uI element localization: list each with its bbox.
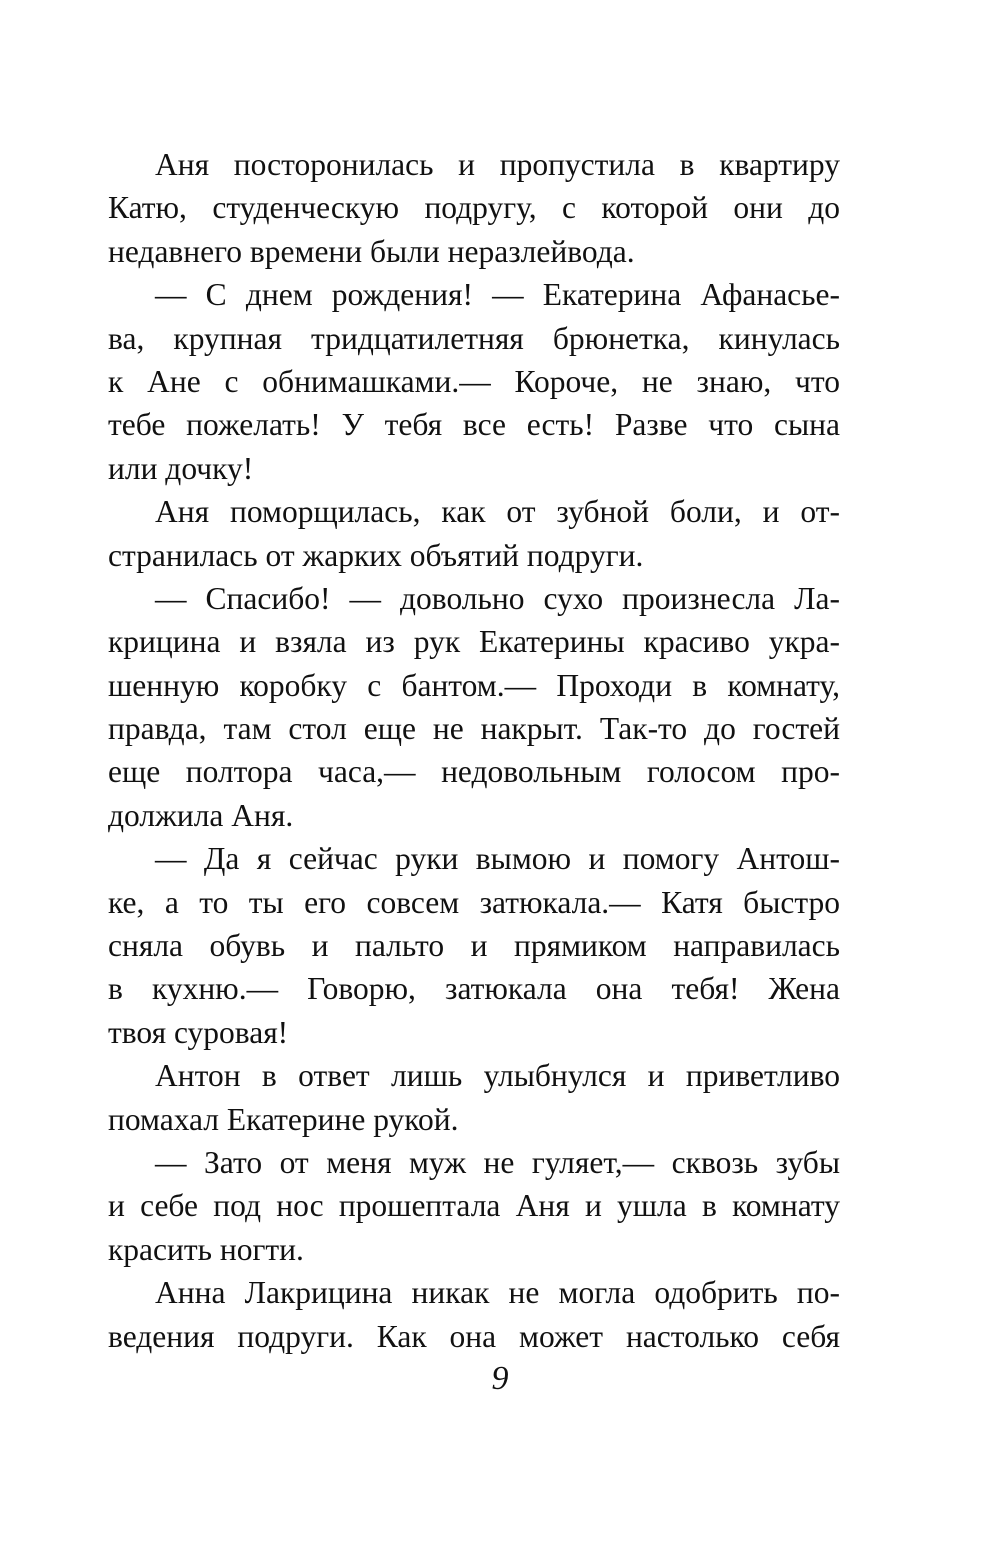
- text-line: Аня поморщилась, как от зубной боли, и от-: [155, 494, 840, 530]
- text-line: ке, а то ты его совсем затюкала.— Катя быстро: [108, 884, 840, 920]
- text-line: шенную коробку с бантом.— Проходи в комнату,: [108, 667, 840, 703]
- page-number: 9: [491, 1360, 509, 1397]
- text-line: — Спасибо! — довольно сухо произнесла Ла-: [155, 580, 840, 616]
- text-line: — Зато от меня муж не гуляет,— сквозь зубы: [155, 1144, 840, 1180]
- text-line: еще полтора часа,— недовольным голосом про-: [108, 754, 840, 790]
- text-line: или дочку!: [108, 450, 254, 486]
- text-line: ведения подруги. Как она может настолько себя: [108, 1318, 840, 1354]
- text-line: Анна Лакрицина никак не могла одобрить по-: [155, 1275, 840, 1311]
- text-line: Катю, студенческую подругу, с которой они до: [108, 190, 840, 226]
- text-line: недавнего времени были неразлейвода.: [108, 233, 635, 269]
- text-line: — С днем рождения! — Екатерина Афанасье-: [155, 277, 840, 313]
- text-line: и себе под нос прошептала Аня и ушла в комнату: [108, 1188, 840, 1224]
- text-line: тебе пожелать! У тебя все есть! Разве что сына: [108, 407, 840, 443]
- text-line: ва, крупная тридцатилетняя брюнетка, кинулась: [108, 320, 840, 356]
- text-line: помахал Екатерине рукой.: [108, 1101, 459, 1137]
- text-line: должила Аня.: [108, 797, 294, 833]
- text-line: правда, там стол еще не накрыт. Так-то до гостей: [108, 711, 840, 747]
- text-line: Антон в ответ лишь улыбнулся и приветливо: [155, 1058, 840, 1094]
- text-line: красить ногти.: [108, 1231, 304, 1267]
- text-line: странилась от жарких объятий подруги.: [108, 537, 644, 573]
- text-line: в кухню.— Говорю, затюкала она тебя! Жена: [108, 971, 840, 1007]
- text-line: сняла обувь и пальто и прямиком направилась: [108, 928, 840, 964]
- text-line: твоя суровая!: [108, 1014, 289, 1050]
- text-line: к Ане с обнимашками.— Короче, не знаю, что: [108, 363, 840, 399]
- text-line: Аня посторонилась и пропустила в квартиру: [155, 147, 840, 182]
- text-line: — Да я сейчас руки вымою и помогу Антош-: [155, 841, 840, 877]
- page-body-text: [108, 143, 840, 1358]
- text-line: крицина и взяла из рук Екатерины красиво укра-: [108, 624, 840, 660]
